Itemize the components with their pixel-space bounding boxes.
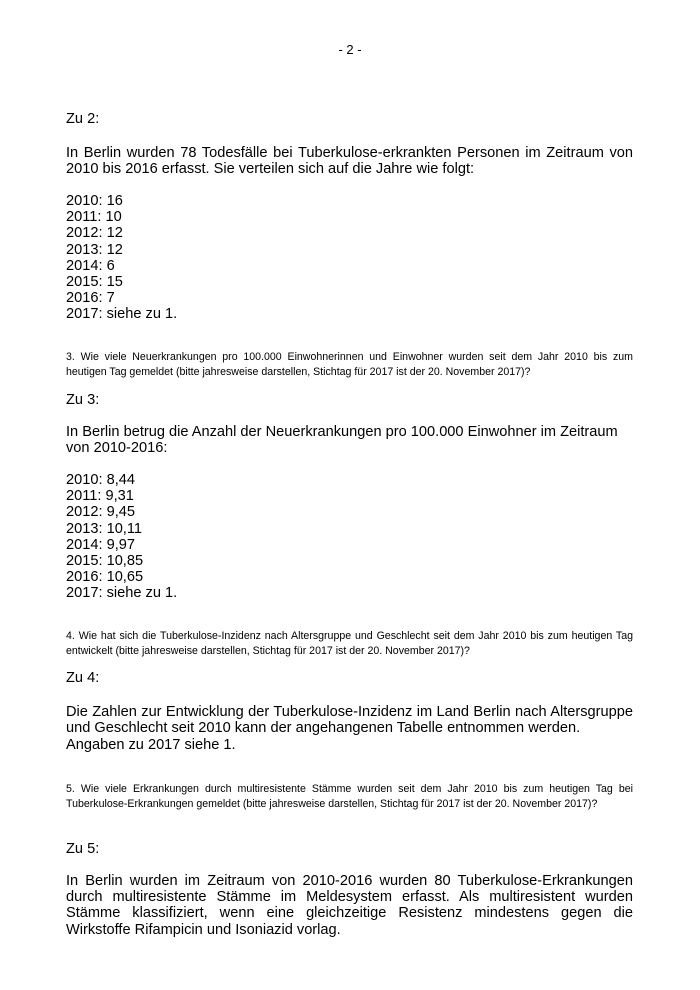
list-item: 2014: 6 xyxy=(66,257,115,274)
answer-2-list xyxy=(66,193,633,323)
list-item: 2013: 10,11 xyxy=(66,520,143,537)
list-item: 2016: 10,65 xyxy=(66,569,144,586)
list-item: 2010: 8,44 xyxy=(66,472,135,488)
list-item: 2010: 16 xyxy=(66,193,123,209)
list-item: 2017: siehe zu 1. xyxy=(66,585,178,602)
list-item: 2016: 7 xyxy=(66,290,115,307)
question-3: 3. Wie viele Neuerkrankungen pro 100.000 Einwohnerinnen und Einwohner wurden seit dem Jahr 2010 bis zum heutigen Tag gemeldet (bitte jahresweise darstellen, Stichtag für 2017 ist der 20. November 2017)? xyxy=(66,351,633,378)
answer-5-paragraph: In Berlin wurden im Zeitraum von 2010-2016 wurden 80 Tuberkulose-Erkrankungen durch multiresistente Stämme im Meldesystem erfasst. Als multiresistent wurden Stämme klassifiziert, wenn eine gleichzeitige Resistenz mindestens gegen die Wirkstoffe Rifampicin und Isoniazid vorlag. xyxy=(66,873,633,938)
answer-4-note: Angaben zu 2017 siehe 1. xyxy=(66,737,236,753)
answer-2-heading: Zu 2: xyxy=(66,111,100,127)
list-item: 2012: 12 xyxy=(66,225,123,242)
page-number: - 2 - xyxy=(338,42,362,57)
answer-3-paragraph: In Berlin betrug die Anzahl der Neuerkrankungen pro 100.000 Einwohner im Zeitraum von 2010-2016: xyxy=(66,424,618,457)
list-item: 2015: 15 xyxy=(66,274,123,291)
list-item: 2011: 10 xyxy=(66,209,122,226)
list-item: 2014: 9,97 xyxy=(66,536,135,553)
list-item: 2011: 9,31 xyxy=(66,488,134,505)
list-item: 2012: 9,45 xyxy=(66,504,135,521)
list-item: 2017: siehe zu 1. xyxy=(66,306,178,323)
answer-4-heading: Zu 4: xyxy=(66,670,100,686)
answer-3-list xyxy=(66,472,633,602)
list-item: 2013: 12 xyxy=(66,241,123,258)
answer-4-paragraph: Die Zahlen zur Entwicklung der Tuberkulose-Inzidenz im Land Berlin nach Altersgruppe und Geschlecht seit 2010 kann der angehangenen Tabelle entnommen werden. xyxy=(66,704,633,737)
answer-5-heading: Zu 5: xyxy=(66,841,100,857)
question-4: 4. Wie hat sich die Tuberkulose-Inzidenz nach Altersgruppe und Geschlecht seit dem Jahr 2010 bis zum heutigen Tag entwickelt (bitte jahresweise darstellen, Stichtag für 2017 ist der 20. November 2017)? xyxy=(66,630,633,657)
answer-3-heading: Zu 3: xyxy=(66,392,100,408)
answer-2-paragraph: In Berlin wurden 78 Todesfälle bei Tuberkulose-erkrankten Personen im Zeitraum von 2010 bis 2016 erfasst. Sie verteilen sich auf die Jahre wie folgt: xyxy=(66,145,633,178)
list-item: 2015: 10,85 xyxy=(66,553,144,570)
question-5: 5. Wie viele Erkrankungen durch multiresistente Stämme wurden seit dem Jahr 2010 bis zum heutigen Tag bei Tuberkulose-Erkrankungen gemeldet (bitte jahresweise darstellen, Stichtag für 2017 ist der 20. November 2017)? xyxy=(66,783,633,810)
